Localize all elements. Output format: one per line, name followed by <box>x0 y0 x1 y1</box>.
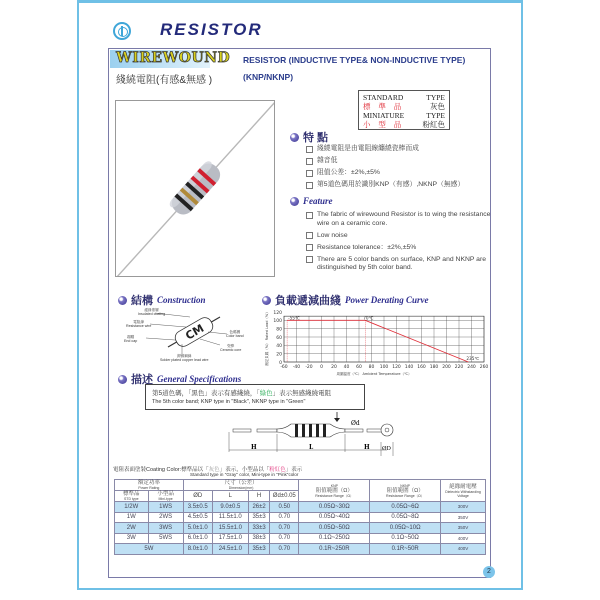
svg-text:120: 120 <box>273 310 282 316</box>
table-row <box>115 523 486 534</box>
derating-chart <box>262 308 502 378</box>
cell-voltage: 400V <box>441 533 486 544</box>
type-label: MINIATURE <box>363 111 405 120</box>
svg-text:-60: -60 <box>280 365 288 370</box>
type-color: 粉紅色 <box>422 120 445 129</box>
cell-L: 11.5±1.0 <box>212 512 248 523</box>
features-zh-list <box>306 145 496 193</box>
cell-voltage: 350V <box>441 512 486 523</box>
list-item <box>306 232 496 241</box>
svg-text:0: 0 <box>279 360 282 366</box>
note-zh <box>152 388 358 397</box>
header-text: Power Rating <box>138 486 160 490</box>
note-text: 」表示無感綫繞電阻 <box>272 390 332 397</box>
cell-D: 4.5±0.5 <box>183 512 212 523</box>
section-subtitle: Construction <box>157 295 206 305</box>
item-text: 第5道色碼用於識別KNP（有感）,NKNP（無感） <box>317 181 465 188</box>
svg-text:180: 180 <box>429 365 439 370</box>
label-en: End cap <box>124 339 138 344</box>
dim-l-label: L <box>309 444 314 451</box>
item-text: Resistance tolerance：±2%,±5% <box>317 243 417 251</box>
label-en: Solder plated copper lead wire <box>160 358 209 363</box>
svg-text:0: 0 <box>320 365 323 370</box>
list-item <box>306 256 496 273</box>
svg-text:60: 60 <box>276 335 282 341</box>
cell-D: 8.0±1.0 <box>183 544 212 555</box>
brand-title: RESISTOR <box>160 20 263 39</box>
header-text: Resistance Range（Ω） <box>315 493 354 498</box>
note-black: 黑色 <box>191 390 205 397</box>
derating-heading <box>262 292 429 308</box>
list-item <box>306 244 496 253</box>
cell-std: 5W <box>115 544 184 555</box>
svg-text:120: 120 <box>392 365 401 370</box>
cell-nknp: 0.1Ω~50Ω <box>370 533 441 544</box>
cell-H: 26±2 <box>249 502 270 513</box>
cell-voltage: 400V <box>441 544 486 555</box>
table-row <box>115 512 486 523</box>
coating-text: 電阻表面塗裝Coating Color:標準品以「 <box>113 467 209 473</box>
label-zh: 絕緣塗層 <box>144 308 159 312</box>
header-H: H <box>249 491 270 502</box>
cell-mini: 1WS <box>148 502 183 513</box>
table-row <box>115 502 486 513</box>
svg-text:40: 40 <box>343 365 350 370</box>
cell-d: 0.50 <box>270 502 299 513</box>
bullet-icon <box>290 133 299 142</box>
svg-text:80: 80 <box>368 365 375 370</box>
cell-L: 24.5±1.0 <box>212 544 248 555</box>
label-en: Resistance wire <box>126 324 152 329</box>
type-color: 灰色 <box>430 102 445 111</box>
list-item <box>306 169 496 178</box>
label-en: Insulated coating <box>138 312 166 317</box>
product-title-zh: 綫繞電阻(有感&無感 ) <box>116 75 213 86</box>
checkbox-icon <box>306 182 313 189</box>
product-tag: WIREWOUND <box>116 50 231 66</box>
header-power <box>115 480 184 491</box>
cell-knp: 0.05Ω~30Ω <box>299 502 370 513</box>
header-D: ØD <box>183 491 212 502</box>
header-text: STD type <box>123 497 139 501</box>
header-text: Dielectric Withstanding Voltage <box>445 489 481 498</box>
construction-heading <box>118 292 206 308</box>
product-title: RESISTOR (INDUCTIVE TYPE& NON-INDUCTIVE TYPE) <box>243 55 466 65</box>
note-green: 綠色 <box>259 390 273 397</box>
svg-text:240: 240 <box>467 365 476 370</box>
header-std <box>115 491 149 502</box>
derating-curve-chart <box>262 308 502 378</box>
header-text: Mini-type <box>158 497 173 501</box>
bullet-icon <box>118 296 127 305</box>
bullet-icon <box>290 197 299 206</box>
checkbox-icon <box>306 244 313 251</box>
note-text: 第5道色碼，「 <box>152 390 192 397</box>
section-title: 特 點 <box>303 132 329 144</box>
item-text: 雜音低 <box>317 157 338 164</box>
spec-table <box>114 479 486 555</box>
checkbox-icon <box>306 146 313 153</box>
cell-nknp: 0.05Ω~8Ω <box>370 512 441 523</box>
svg-text:-55℃: -55℃ <box>288 315 300 321</box>
dim-h-label: H <box>251 444 257 451</box>
svg-text:額定負載（%） Rated Load（%）: 額定負載（%） Rated Load（%） <box>265 310 269 366</box>
coating-note-en: Standard type in "Gray" color, Mini-type in "Pink"color <box>190 472 299 477</box>
cell-d: 0.70 <box>270 533 299 544</box>
table-row <box>115 533 486 544</box>
cell-std: 1W <box>115 512 149 523</box>
dim-h-label: H <box>364 444 370 451</box>
cell-D: 5.0±1.0 <box>183 523 212 534</box>
svg-text:-20: -20 <box>305 365 313 370</box>
cell-mini: 3WS <box>148 523 183 534</box>
item-text: 阻值公差：±2%,±5% <box>317 169 380 176</box>
checkbox-icon <box>306 256 313 263</box>
table-row <box>115 544 486 555</box>
svg-text:235℃: 235℃ <box>466 356 480 361</box>
section-title: 負載遞減曲綫 <box>275 295 341 307</box>
header-text: 阻值範圍（Ω） <box>315 487 353 494</box>
cell-mini: 5WS <box>148 533 183 544</box>
svg-text:80: 80 <box>276 327 282 333</box>
note-text: 」表示有感綫繞，「 <box>204 390 260 397</box>
label-zh: 電阻線 <box>133 320 145 324</box>
resistor-photo <box>115 100 275 277</box>
color-band-note <box>145 384 365 410</box>
item-text: There are 5 color bands on surface, KNP and NKNP are distinguished by 5th color band. <box>317 255 487 271</box>
label-en: Color band <box>226 334 244 339</box>
svg-text:40: 40 <box>276 344 282 350</box>
checkbox-icon <box>306 232 313 239</box>
product-models: (KNP/NKNP) <box>243 72 294 82</box>
item-text: The fabric of wirewound Resistor is to wing the resistance wire on a ceramic core. <box>317 211 491 227</box>
cell-nknp: 0.05Ω~6Ω <box>370 502 441 513</box>
cell-nknp: 0.05Ω~10Ω <box>370 523 441 534</box>
checkbox-icon <box>306 170 313 177</box>
cell-D: 6.0±1.0 <box>183 533 212 544</box>
cell-voltage: 350V <box>441 523 486 534</box>
features-zh-heading <box>290 129 328 145</box>
svg-text:周圍溫度（℃） Ambient Temperature（℃）: 周圍溫度（℃） Ambient Temperature（℃） <box>336 372 412 376</box>
header-text: 額定功率 <box>137 480 160 486</box>
section-title: 描述 <box>131 374 153 386</box>
header-text: 小型品 <box>157 491 174 497</box>
coating-text: 」表示 <box>285 467 303 473</box>
list-item <box>306 181 496 190</box>
header-nknp <box>370 480 441 502</box>
bullet-icon <box>118 375 127 384</box>
resistor-dimension-icon <box>225 412 400 458</box>
checkbox-icon <box>306 158 313 165</box>
header-text: 阻值範圍（Ω） <box>386 487 424 494</box>
features-en-list <box>306 211 496 276</box>
cell-L: 17.5±1.0 <box>212 533 248 544</box>
svg-text:-40: -40 <box>292 365 301 370</box>
header-mini <box>148 491 183 502</box>
note-en: The 5th color band; KNP type in "Black", NKNP type in "Green" <box>152 399 306 405</box>
cell-H: 35±3 <box>249 512 270 523</box>
coating-type-legend <box>358 90 450 130</box>
header-voltage <box>441 480 486 502</box>
checkbox-icon <box>306 212 313 219</box>
header-d: Ød±0.05 <box>270 491 299 502</box>
bullet-icon <box>262 296 271 305</box>
cell-std: 2W <box>115 523 149 534</box>
label-zh: 銲錫銅線 <box>177 354 192 358</box>
cell-H: 38±3 <box>249 533 270 544</box>
list-item <box>306 211 496 228</box>
header-text: 尺寸（公差） <box>224 480 258 486</box>
type-label: STANDARD <box>363 93 404 102</box>
cell-knp: 0.1R~250R <box>299 544 370 555</box>
header-text: KNP <box>330 483 338 488</box>
cell-d: 0.70 <box>270 523 299 534</box>
construction-diagram <box>120 307 250 362</box>
section-title: 結構 <box>131 295 153 307</box>
cell-voltage: 300V <box>441 502 486 513</box>
cell-std: 1/2W <box>115 502 149 513</box>
header-dimension <box>183 480 299 491</box>
dim-d-label: Ød <box>351 420 360 427</box>
svg-text:20: 20 <box>276 352 282 358</box>
section-subtitle: Power Derating Curve <box>345 295 429 305</box>
item-text: 綫繞電阻是由電阻線纏繞瓷棒而成 <box>317 145 419 152</box>
svg-text:260: 260 <box>479 365 489 370</box>
page-number-badge: 2 <box>483 566 495 578</box>
cell-std: 3W <box>115 533 149 544</box>
svg-text:100: 100 <box>379 365 389 370</box>
header-text: 絕緣耐電壓 <box>449 483 477 490</box>
header-knp <box>299 480 370 502</box>
cell-d: 0.70 <box>270 544 299 555</box>
section-subtitle: General Specifications <box>157 374 242 384</box>
type-label: TYPE <box>426 93 445 102</box>
coating-pink: 粉紅色 <box>269 467 286 473</box>
cell-L: 9.0±0.5 <box>212 502 248 513</box>
header-text: NKNP <box>400 483 411 488</box>
coating-text: 」表示，小型品以「 <box>219 467 270 473</box>
label-en: Ceramic core <box>220 348 242 353</box>
item-text: Low noise <box>317 231 348 239</box>
label-zh: 瓷棒 <box>227 344 235 348</box>
svg-text:100: 100 <box>273 319 282 325</box>
list-item <box>306 157 496 166</box>
circuit-logo-icon <box>113 22 131 40</box>
svg-text:140: 140 <box>404 365 414 370</box>
header-text: Resistance Range（Ω） <box>386 493 425 498</box>
cell-L: 15.5±1.0 <box>212 523 248 534</box>
cell-D: 3.5±0.5 <box>183 502 212 513</box>
cell-H: 35±3 <box>249 544 270 555</box>
svg-text:60: 60 <box>356 365 362 370</box>
cell-knp: 0.1Ω~250Ω <box>299 533 370 544</box>
svg-text:160: 160 <box>417 365 426 370</box>
type-label: TYPE <box>426 111 445 120</box>
dimension-drawing <box>225 412 400 458</box>
cell-knp: 0.05Ω~40Ω <box>299 512 370 523</box>
svg-text:220: 220 <box>454 365 464 370</box>
label-zh: 色碼圈 <box>229 330 241 334</box>
header-text: Dimension(mm) <box>228 486 254 490</box>
resistor-image-icon <box>116 101 275 277</box>
header-L: L <box>212 491 248 502</box>
svg-text:CM: CM <box>183 321 207 343</box>
svg-text:20: 20 <box>331 365 337 370</box>
list-item <box>306 145 496 154</box>
section-title: Feature <box>303 196 333 206</box>
cell-mini: 2WS <box>148 512 183 523</box>
cell-H: 33±3 <box>249 523 270 534</box>
coating-gray: 灰色 <box>208 467 220 473</box>
features-en-heading <box>290 196 333 206</box>
type-label: 小 型 品 <box>363 120 405 129</box>
header-text: 標準品 <box>123 491 140 497</box>
cell-nknp: 0.1R~50R <box>370 544 441 555</box>
svg-text:70℃: 70℃ <box>363 315 374 321</box>
label-zh: 端帽 <box>127 335 135 339</box>
svg-text:200: 200 <box>442 365 451 370</box>
dim-D-label: ØD <box>382 446 391 452</box>
cell-d: 0.70 <box>270 512 299 523</box>
cell-knp: 0.05Ω~50Ω <box>299 523 370 534</box>
type-label: 標 準 品 <box>363 102 405 111</box>
